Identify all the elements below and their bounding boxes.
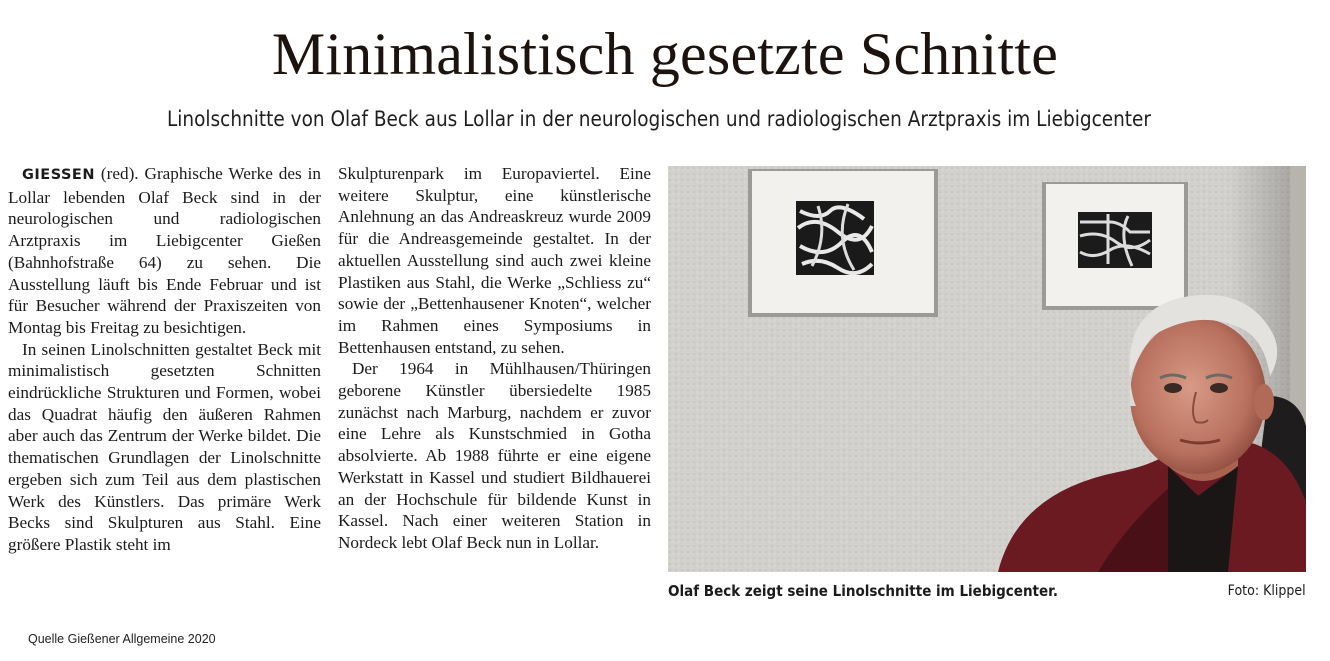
paragraph: Der 1964 in Mühlhausen/Thüringen geborene Künstler übersiedelte 1985 zunächst nach Marburg, nachdem er zuvor eine Lehre als Kunstschmied in Gotha absolvierte. Ab 1988 führte er eine eigene Werkstatt in Kassel und studiert Bildhauerei an der Hochschule für bildende Kunst in Kassel. Nach einer weiteren Station in Nordeck lebt Olaf Beck nun in Lollar. [338, 359, 651, 552]
paragraph: In seinen Linolschnitten gestaltet Beck mit minimalistisch gesetzten Schnitten eindrückliche Strukturen und Formen, wobei das Quadrat häufig den äußeren Rahmen aber auch das Zentrum der Werke bildet. Die thematischen Grundlagen der Linolschnitte ergeben sich zum Teil aus dem plastischen Werk des Künstlers. Das primäre Werk Becks sind Skulpturen aus Stahl. Eine größere Plastik steht im [8, 339, 321, 554]
text-column-1 [8, 163, 321, 556]
photo-caption: Olaf Beck zeigt seine Linolschnitte im Liebigcenter. [668, 582, 1059, 600]
source-note: Quelle Gießener Allgemeine 2020 [28, 632, 216, 646]
text-column-2 [338, 163, 651, 554]
photo-artist-with-framed-prints [668, 166, 1306, 572]
dateline: GIESSEN [22, 167, 95, 183]
framed-print-1 [748, 169, 938, 317]
paragraph-text: (red). Graphische Werke des in Lollar lebenden Olaf Beck sind in der neurologischen und radiologischen Arztpraxis im Liebigcenter Gießen (Bahnhofstraße 64) zu sehen. Die Ausstellung läuft bis Ende Februar und ist für Besucher während der Praxiszeiten von Montag bis Freitag zu besichtigen. [8, 164, 321, 337]
article-photo [668, 166, 1306, 572]
photo-credit: Foto: Klippel [1228, 583, 1306, 599]
framed-print-2 [1042, 182, 1188, 310]
headline: Minimalistisch gesetzte Schnitte [271, 21, 1059, 87]
paragraph [8, 163, 321, 339]
paragraph: Skulpturenpark im Europaviertel. Eine weitere Skulptur, eine künstlerische Anlehnung an das Andreaskreuz wurde 2009 für die Andreasgemeinde gestaltet. In der aktuellen Ausstellung sind auch zwei kleine Plastiken aus Stahl, die Werke „Schliess zu“ sowie der „Bettenhausener Knoten“, welcher im Rahmen eines Symposiums in Bettenhausen entstand, zu sehen. [338, 164, 651, 357]
subheadline: Linolschnitte von Olaf Beck aus Lollar in der neurologischen und radiologischen Arztpraxis im Liebigcenter [166, 107, 1152, 131]
